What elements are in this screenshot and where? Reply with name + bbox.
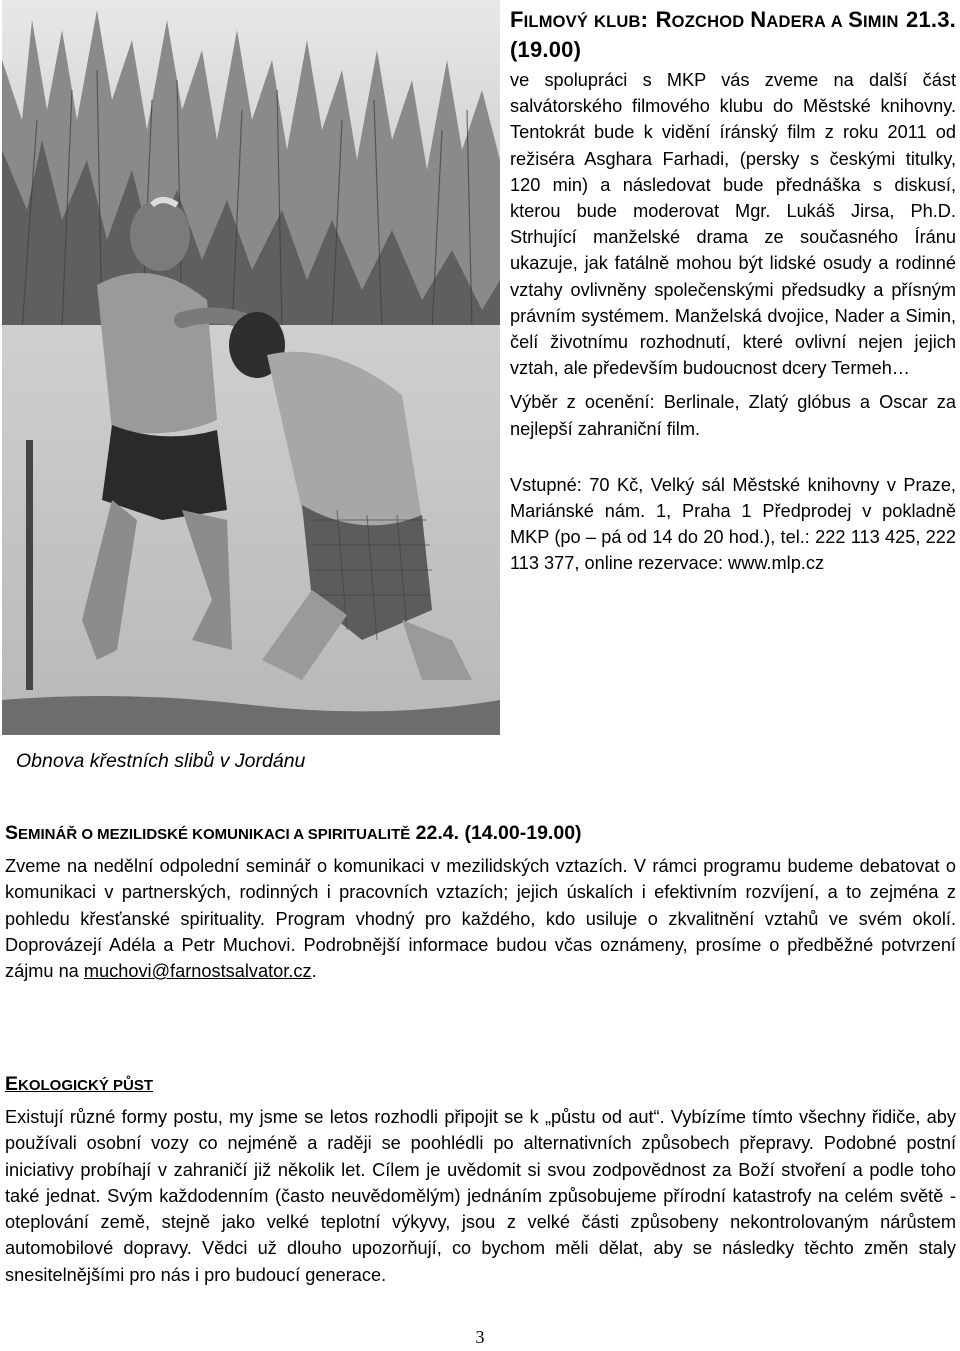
seminar-text: Zveme na nedělní odpolední seminář o komunikaci v mezilidských vztazích. V rámci programu budeme debatovat o komunikaci v partnerských, rodinných i pracovních vztazích; jejich úskalích i efektivním rozvíjení, a to zejména z pohledu křesťanské spirituality. Program vhodný pro každého, kdo usiluje o zkvalitnění vztahů ve svém okolí. Doprovázejí Adéla a Petr Muchovi. Podrobnější informace budou včas oznámeny, prosíme o předběžné potvrzení zájmu na muchovi@farnostsalvator.cz. [5,856,956,982]
film-club-title: FILMOVÝ KLUB: ROZCHOD NADERA A SIMIN 21.3. (19.00) [510,7,956,62]
film-club-description: ve spolupráci s MKP vás zveme na další část salvátorského filmového klubu do Městské knihovny. Tentokrát bude k vidění íránský film z roku 2011 od režiséra Asghara Farhadi, (persky s českými titulky, 120 min) a následovat bude přednáška s diskusí, kterou bude moderovat Mgr. Lukáš Jirsa, Ph.D. Strhující manželské drama ze současného Íránu ukazuje, jak fatálně mohou být lidské osudy a rodinné vztahy ovlivněny společenskými předsudky a přísným právním systémem. Manželská dvojice, Nader a Simin, čelí životnímu rozhodnutí, které ovlivní nejen jejich vztah, ale především budoucnost dcery Termeh… [510,70,956,379]
baptism-photo-image [2,0,500,735]
film-club-tickets: Vstupné: 70 Kč, Velký sál Městské knihovny v Praze, Mariánské nám. 1, Praha 1 Předprodej v pokladně MKP (po – pá od 14 do 20 hod.), tel.: 222 113 425, 222 113 377, online rezervace: www.mlp.cz [510,474,956,574]
seminar-article [5,820,956,984]
eco-fast-title: EKOLOGICKÝ PŮST [5,1073,154,1095]
eco-fast-article [5,1071,956,1288]
film-club-article [510,6,956,577]
seminar-title: SEMINÁŘ O MEZILIDSKÉ KOMUNIKACI A SPIRITUALITĚ 22.4. (14.00-19.00) [5,822,582,844]
seminar-email-link[interactable]: muchovi@farnostsalvator.cz [83,961,312,982]
photo-caption: Obnova křestních slibů v Jordánu [16,750,306,772]
eco-fast-text: Existují různé formy postu, my jsme se letos rozhodli připojit se k „půstu od aut“. Vybízíme tímto všechny řidiče, aby používali osobní vozy co nejméně a raději se poohlédli po alternativních způsobech přepravy. Podobné postní iniciativy probíhají v zahraničí již několik let. Cílem je uvědomit si svou zodpovědnost za Boží stvoření a podle toho také jednat. Svým každodenním (často neuvědomělým) jednáním způsobujeme přírodní katastrofy na celém světě - oteplování země, stejně jako velké teplotní výkyvy, jsou z velké části způsobeny nekontrolovaným nárůstem automobilové dopravy. Vědci už dlouho upozorňují, co bychom měli dělat, aby se následky těchto změn staly snesitelnějšími pro nás i pro budoucí generace. [5,1107,956,1285]
baptism-photo [2,0,500,735]
film-club-awards: Výběr z ocenění: Berlinale, Zlatý glóbus a Oscar za nejlepší zahraniční film. [510,392,956,439]
page-number: 3 [475,1327,485,1347]
